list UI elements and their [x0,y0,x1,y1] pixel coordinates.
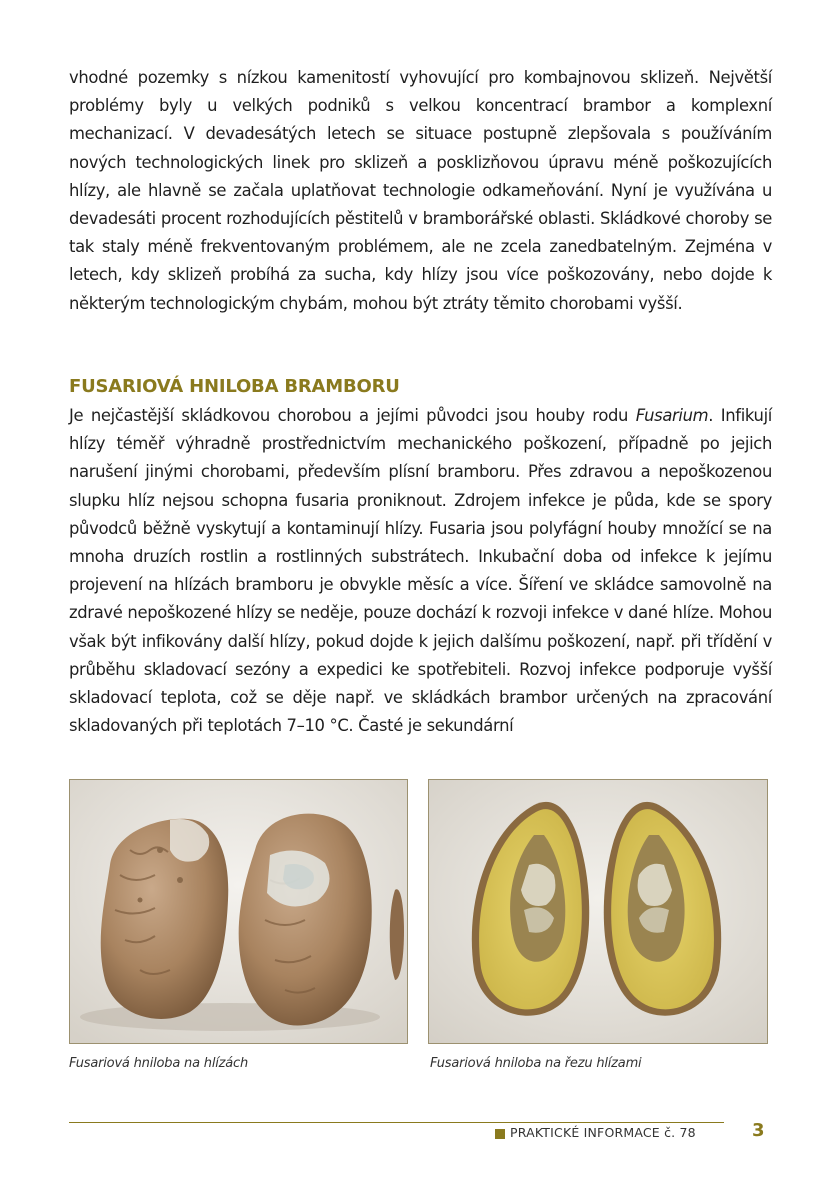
figure-caption-tubers: Fusariová hniloba na hlízách [69,1056,249,1071]
footer-publication-label: PRAKTICKÉ INFORMACE č. 78 [510,1125,696,1140]
body-paragraph-fusarium [69,402,772,740]
section-heading: FUSARIOVÁ HNILOBA BRAMBORU [69,376,400,397]
footer-divider [69,1122,724,1123]
photo-cut-tuber [428,779,768,1044]
figure-caption-cut-tuber: Fusariová hniloba na řezu hlízami [430,1056,642,1071]
body-paragraph-intro: vhodné pozemky s nízkou kamenitostí vyhovující pro kombajnovou sklizeň. Největší problémy byly u velkých podniků s velkou koncentrací brambor a komplexní mechanizací. V devadesátých letech se situace postupně zlepšovala s používáním nových technologických linek pro sklizeň a posklizňovou úpravu méně poškozujících hlízy, ale hlavně se začala uplatňovat technologie odkameňování. Nyní je využívána u devadesáti procent rozhodujících pěstitelů v bramborářské oblasti. Skládkové choroby se tak staly méně frekventovaným problémem, ale ne zcela zanedbatelným. Zejména v letech, kdy sklizeň probíhá za sucha, kdy hlízy jsou více poškozovány, nebo dojde k některým technologickým chybám, mohou být ztráty těmito chorobami vyšší. [69,68,772,313]
cut-potato-illustration [429,780,767,1043]
genus-name-italic: Fusarium [635,406,709,425]
footer-square-marker [495,1129,505,1139]
paragraph-text-before: Je nejčastější skládkovou chorobou a jejími původci jsou houby rodu [69,406,636,425]
potato-tubers-illustration [70,780,407,1043]
paragraph-text-after: . Infikují hlízy téměř výhradně prostřednictvím mechanického poškození, případně po jejich narušení jinými chorobami, především plísní bramboru. Přes zdravou a nepoškozenou slupku hlíz nejsou schopna fusaria proniknout. Zdrojem infekce je půda, kde se spory původců běžně vyskytují a kontaminují hlízy. Fusaria jsou polyfágní houby množící se na mnoha druzích rostlin a rostlinných substrátech. Inkubační doba od infekce k jejímu projevení na hlízách bramboru je obvykle měsíc a více. Šíření ve skládce samovolně na zdravé nepoškozené hlízy se neděje, pouze dochází k rozvoji infekce v dané hlíze. Mohou však být infikovány další hlízy, pokud dojde k jejich dalšímu poškození, např. při třídění v průběhu skladovací sezóny a expedici ke spotřebiteli. Rozvoj infekce podporuje vyšší skladovací teplota, což se děje např. ve skládkách brambor určených na zpracování skladovaných při teplotách 7–10 °C. Časté je sekundární [69,406,773,736]
photo-tubers [69,779,408,1044]
page-number: 3 [752,1120,765,1141]
